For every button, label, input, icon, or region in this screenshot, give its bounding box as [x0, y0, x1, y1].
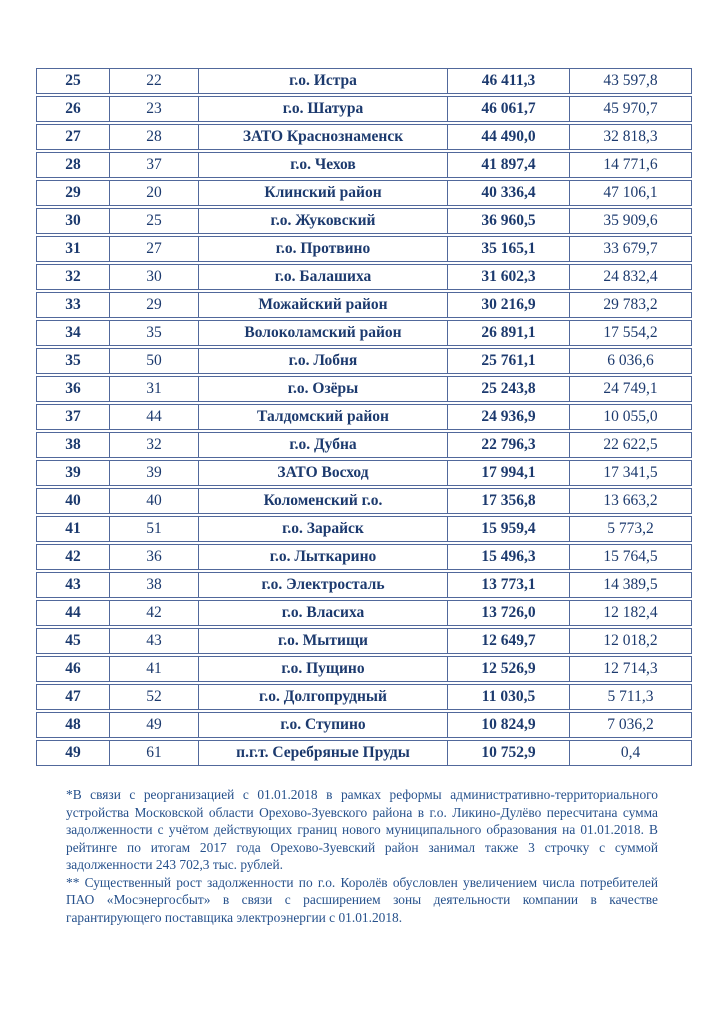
cell-prev-rank: 22	[110, 68, 199, 94]
cell-rank: 27	[36, 124, 110, 150]
table-row	[36, 124, 692, 150]
table-row	[36, 208, 692, 234]
cell-value-current: 44 490,0	[448, 124, 570, 150]
cell-municipality: Можайский район	[199, 292, 448, 318]
footnote-korolev-growth: ** Существенный рост задолженности по г.о. Королёв обусловлен увеличением числа потребителей ПАО «Мосэнергосбыт» в связи с расширением зоны деятельности компании в качестве гарантирующего поставщика электроэнергии с 01.01.2018.	[66, 874, 658, 925]
cell-value-current: 41 897,4	[448, 152, 570, 178]
cell-prev-rank: 23	[110, 96, 199, 122]
cell-rank: 45	[36, 628, 110, 654]
cell-rank: 43	[36, 572, 110, 598]
table-row	[36, 488, 692, 514]
table-row	[36, 320, 692, 346]
cell-value-previous: 43 597,8	[570, 68, 692, 94]
cell-municipality: Коломенский г.о.	[199, 488, 448, 514]
cell-value-previous: 15 764,5	[570, 544, 692, 570]
cell-municipality: г.о. Протвино	[199, 236, 448, 262]
cell-value-previous: 33 679,7	[570, 236, 692, 262]
cell-prev-rank: 50	[110, 348, 199, 374]
footnote-reorganization: *В связи с реорганизацией с 01.01.2018 в рамках реформы административно-территориального устройства Московской области Орехово-Зуевского района в г.о. Ликино-Дулёво пересчитана сумма задолженности с учётом действующих границ нового муниципального образования на 01.01.2018. В рейтинге по итогам 2017 года Орехово-Зуевский район занимал также 3 строчку с суммой задолженности 243 702,3 тыс. рублей.	[66, 787, 658, 872]
cell-rank: 38	[36, 432, 110, 458]
cell-rank: 46	[36, 656, 110, 682]
table-row	[36, 684, 692, 710]
table-row	[36, 432, 692, 458]
cell-value-previous: 24 832,4	[570, 264, 692, 290]
cell-rank: 37	[36, 404, 110, 430]
cell-municipality: г.о. Мытищи	[199, 628, 448, 654]
cell-prev-rank: 61	[110, 740, 199, 766]
cell-municipality: п.г.т. Серебряные Пруды	[199, 740, 448, 766]
cell-rank: 26	[36, 96, 110, 122]
table-row	[36, 600, 692, 626]
cell-rank: 44	[36, 600, 110, 626]
table-row	[36, 404, 692, 430]
cell-value-previous: 14 389,5	[570, 572, 692, 598]
cell-prev-rank: 49	[110, 712, 199, 738]
cell-rank: 34	[36, 320, 110, 346]
table-row	[36, 152, 692, 178]
table-row	[36, 236, 692, 262]
cell-rank: 40	[36, 488, 110, 514]
cell-municipality: Клинский район	[199, 180, 448, 206]
cell-value-previous: 24 749,1	[570, 376, 692, 402]
cell-prev-rank: 37	[110, 152, 199, 178]
cell-prev-rank: 20	[110, 180, 199, 206]
cell-value-current: 11 030,5	[448, 684, 570, 710]
cell-prev-rank: 27	[110, 236, 199, 262]
cell-value-current: 25 761,1	[448, 348, 570, 374]
cell-value-current: 15 496,3	[448, 544, 570, 570]
cell-rank: 39	[36, 460, 110, 486]
table-row	[36, 544, 692, 570]
cell-value-current: 25 243,8	[448, 376, 570, 402]
cell-prev-rank: 52	[110, 684, 199, 710]
cell-value-previous: 29 783,2	[570, 292, 692, 318]
table-row	[36, 628, 692, 654]
cell-municipality: г.о. Власиха	[199, 600, 448, 626]
cell-prev-rank: 42	[110, 600, 199, 626]
cell-prev-rank: 41	[110, 656, 199, 682]
cell-value-current: 26 891,1	[448, 320, 570, 346]
cell-municipality: г.о. Озёры	[199, 376, 448, 402]
cell-value-current: 22 796,3	[448, 432, 570, 458]
cell-municipality: г.о. Балашиха	[199, 264, 448, 290]
cell-prev-rank: 44	[110, 404, 199, 430]
cell-rank: 29	[36, 180, 110, 206]
cell-prev-rank: 25	[110, 208, 199, 234]
cell-rank: 31	[36, 236, 110, 262]
cell-municipality: Волоколамский район	[199, 320, 448, 346]
cell-value-current: 12 649,7	[448, 628, 570, 654]
cell-value-current: 46 411,3	[448, 68, 570, 94]
cell-value-previous: 45 970,7	[570, 96, 692, 122]
cell-value-current: 40 336,4	[448, 180, 570, 206]
cell-value-current: 12 526,9	[448, 656, 570, 682]
table-row	[36, 516, 692, 542]
cell-municipality: ЗАТО Восход	[199, 460, 448, 486]
cell-rank: 25	[36, 68, 110, 94]
cell-value-current: 17 356,8	[448, 488, 570, 514]
cell-municipality: г.о. Зарайск	[199, 516, 448, 542]
cell-value-current: 24 936,9	[448, 404, 570, 430]
cell-prev-rank: 30	[110, 264, 199, 290]
cell-rank: 30	[36, 208, 110, 234]
cell-municipality: г.о. Истра	[199, 68, 448, 94]
cell-prev-rank: 35	[110, 320, 199, 346]
cell-value-current: 17 994,1	[448, 460, 570, 486]
table-row	[36, 376, 692, 402]
cell-value-previous: 12 018,2	[570, 628, 692, 654]
cell-value-current: 36 960,5	[448, 208, 570, 234]
cell-municipality: г.о. Ступино	[199, 712, 448, 738]
cell-municipality: ЗАТО Краснознаменск	[199, 124, 448, 150]
cell-value-previous: 13 663,2	[570, 488, 692, 514]
cell-value-previous: 32 818,3	[570, 124, 692, 150]
cell-value-previous: 5 711,3	[570, 684, 692, 710]
cell-value-current: 31 602,3	[448, 264, 570, 290]
cell-municipality: г.о. Дубна	[199, 432, 448, 458]
cell-rank: 42	[36, 544, 110, 570]
cell-prev-rank: 36	[110, 544, 199, 570]
cell-value-previous: 0,4	[570, 740, 692, 766]
cell-value-previous: 12 714,3	[570, 656, 692, 682]
cell-value-current: 10 752,9	[448, 740, 570, 766]
cell-municipality: г.о. Шатура	[199, 96, 448, 122]
cell-municipality: г.о. Пущино	[199, 656, 448, 682]
cell-rank: 41	[36, 516, 110, 542]
cell-prev-rank: 28	[110, 124, 199, 150]
cell-prev-rank: 31	[110, 376, 199, 402]
table-row	[36, 292, 692, 318]
cell-value-previous: 22 622,5	[570, 432, 692, 458]
table-row	[36, 740, 692, 766]
cell-prev-rank: 39	[110, 460, 199, 486]
table-row	[36, 712, 692, 738]
cell-rank: 36	[36, 376, 110, 402]
cell-rank: 49	[36, 740, 110, 766]
cell-prev-rank: 43	[110, 628, 199, 654]
cell-prev-rank: 51	[110, 516, 199, 542]
cell-municipality: г.о. Электросталь	[199, 572, 448, 598]
cell-municipality: г.о. Чехов	[199, 152, 448, 178]
cell-value-previous: 14 771,6	[570, 152, 692, 178]
cell-value-current: 30 216,9	[448, 292, 570, 318]
cell-value-previous: 17 341,5	[570, 460, 692, 486]
table-row	[36, 656, 692, 682]
cell-value-previous: 17 554,2	[570, 320, 692, 346]
cell-prev-rank: 32	[110, 432, 199, 458]
cell-value-current: 15 959,4	[448, 516, 570, 542]
cell-rank: 33	[36, 292, 110, 318]
table-row	[36, 460, 692, 486]
cell-value-current: 35 165,1	[448, 236, 570, 262]
cell-value-previous: 12 182,4	[570, 600, 692, 626]
table-row	[36, 96, 692, 122]
cell-value-previous: 10 055,0	[570, 404, 692, 430]
cell-rank: 47	[36, 684, 110, 710]
cell-value-previous: 5 773,2	[570, 516, 692, 542]
ranking-table	[36, 66, 692, 768]
footnotes-section	[66, 786, 658, 926]
cell-municipality: г.о. Жуковский	[199, 208, 448, 234]
cell-municipality: г.о. Долгопрудный	[199, 684, 448, 710]
table-row	[36, 180, 692, 206]
cell-value-current: 10 824,9	[448, 712, 570, 738]
cell-value-previous: 7 036,2	[570, 712, 692, 738]
cell-value-current: 13 773,1	[448, 572, 570, 598]
cell-value-current: 13 726,0	[448, 600, 570, 626]
cell-value-previous: 47 106,1	[570, 180, 692, 206]
cell-municipality: г.о. Лыткарино	[199, 544, 448, 570]
ranking-table-body	[36, 68, 692, 766]
table-row	[36, 264, 692, 290]
cell-value-current: 46 061,7	[448, 96, 570, 122]
cell-rank: 28	[36, 152, 110, 178]
table-row	[36, 572, 692, 598]
cell-prev-rank: 29	[110, 292, 199, 318]
cell-rank: 48	[36, 712, 110, 738]
cell-municipality: Талдомский район	[199, 404, 448, 430]
cell-rank: 32	[36, 264, 110, 290]
cell-rank: 35	[36, 348, 110, 374]
cell-prev-rank: 38	[110, 572, 199, 598]
table-row	[36, 68, 692, 94]
cell-prev-rank: 40	[110, 488, 199, 514]
cell-value-previous: 35 909,6	[570, 208, 692, 234]
cell-value-previous: 6 036,6	[570, 348, 692, 374]
cell-municipality: г.о. Лобня	[199, 348, 448, 374]
table-row	[36, 348, 692, 374]
